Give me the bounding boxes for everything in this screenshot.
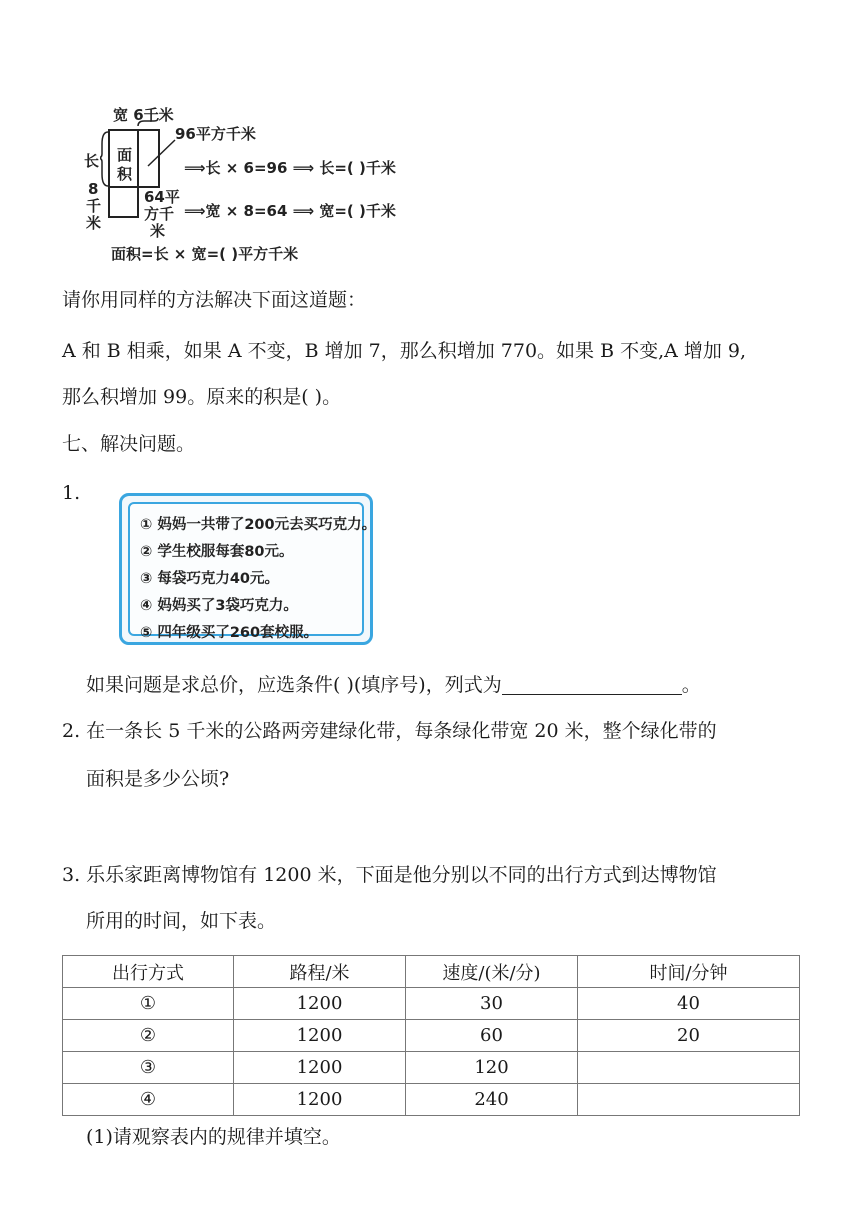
table-cell: ④ [63,1084,234,1116]
diagram-area-64-3: 米 [150,222,166,240]
table-cell: 1200 [234,988,406,1020]
question-3-sub-1: (1)请观察表内的规律并填空。 [86,1126,341,1148]
section-heading: 七、解决问题。 [62,433,196,455]
table-cell: 60 [406,1020,578,1052]
condition-item: ① 妈妈一共带了200元去买巧克力。 [140,517,377,533]
conditions-box [119,493,377,645]
diagram-area-word-1: 面 [117,146,133,164]
diagram-equation-length: ⟹长 × 6=96 ⟹ 长=( )千米 [184,159,396,177]
table-cell: ③ [63,1052,234,1084]
question-3-line-1: 3. 乐乐家距离博物馆有 1200 米，下面是他分别以不同的出行方式到达博物馆 [62,864,717,886]
table-row [63,1084,800,1116]
table-cell: 1200 [234,1020,406,1052]
diagram-side-qian: 千 [86,197,102,215]
table-cell: 40 [578,988,800,1020]
table-cell: ② [63,1020,234,1052]
table-cell: 30 [406,988,578,1020]
problem-line-2: 那么积增加 99。原来的积是( )。 [62,386,342,408]
diagram-side-mi: 米 [86,214,102,232]
question-2-line-1: 2. 在一条长 5 千米的公路两旁建绿化带，每条绿化带宽 20 米，整个绿化带的 [62,720,717,742]
diagram-side-8: 8 [88,180,99,198]
diagram-top-label: 宽 6千米 [113,106,174,124]
table-cell: 240 [406,1084,578,1116]
table-header: 出行方式 [63,956,234,988]
question-2-line-2: 面积是多少公顷? [86,768,230,790]
question-1-prompt [86,676,701,695]
diagram-area-64-2: 方千 [144,205,175,223]
diagram-side-long: 长 [84,152,100,170]
table-row [63,988,800,1020]
travel-table [62,955,800,1116]
table-row [63,1052,800,1084]
table-cell-blank[interactable] [578,1052,800,1084]
table-header: 路程/米 [234,956,406,988]
condition-item: ② 学生校服每套80元。 [140,544,294,560]
table-header: 速度/(米/分) [406,956,578,988]
table-cell: 1200 [234,1084,406,1116]
table-cell: ① [63,988,234,1020]
diagram-area-label-top: 96平方千米 [175,125,256,143]
diagram-equation-width: ⟹宽 × 8=64 ⟹ 宽=( )千米 [184,202,396,220]
question-3-line-2: 所用的时间，如下表。 [86,910,277,932]
problem-line-1: A 和 B 相乘，如果 A 不变，B 增加 7，那么积增加 770。如果 B 不变,A 增加 9, [62,340,747,362]
table-header-row [63,956,800,988]
condition-item: ③ 每袋巧克力40元。 [140,571,280,587]
table-row [63,1020,800,1052]
diagram-area-word-2: 积 [117,165,133,183]
answer-blank[interactable] [502,676,682,695]
question-1-number: 1. [62,482,81,504]
table-cell: 120 [406,1052,578,1084]
table-cell-blank[interactable] [578,1084,800,1116]
condition-item: ④ 妈妈买了3袋巧克力。 [140,598,298,614]
table-header: 时间/分钟 [578,956,800,988]
instruction-text: 请你用同样的方法解决下面这道题： [62,289,367,311]
question-1-period: 。 [681,674,701,696]
diagram-equation-area: 面积=长 × 宽=( )平方千米 [111,245,299,263]
diagram-area-64-1: 64平 [144,188,180,206]
question-1-text: 如果问题是求总价，应选条件( )(填序号)，列式为 [86,674,502,696]
table-cell: 20 [578,1020,800,1052]
table-cell: 1200 [234,1052,406,1084]
condition-item: ⑤ 四年级买了260套校服。 [140,625,319,641]
